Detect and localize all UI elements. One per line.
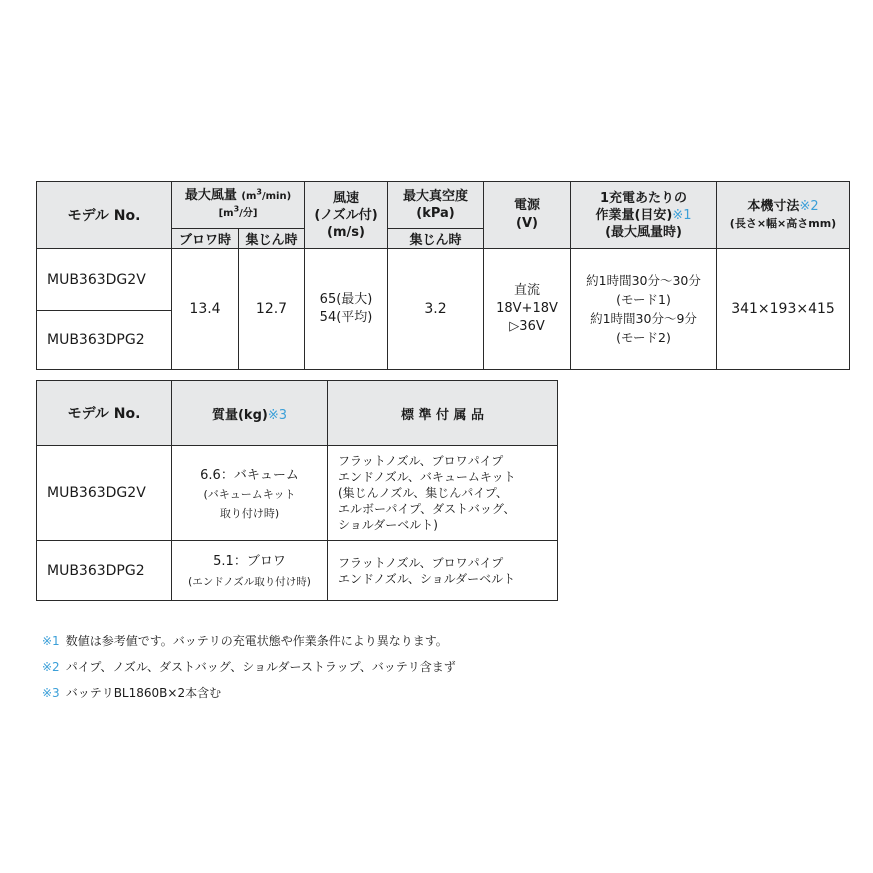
footnote-mark: ※3: [42, 686, 60, 700]
dust-volume: 12.7: [239, 249, 305, 370]
footnote-text: バッテリBL1860B×2本含む: [65, 686, 222, 700]
header-model: モデル No.: [37, 381, 172, 446]
power-value: 直流 18V+18V ▷36V: [484, 249, 571, 370]
header-mass: 質量(kg)※3: [172, 381, 328, 446]
header-dimensions: 本機寸法※2 (長さ×幅×高さmm): [717, 182, 850, 249]
accessories-list: フラットノズル、ブロワパイプ エンドノズル、バキュームキット (集じんノズル、集じんパイプ、 エルボーパイプ、ダストバッグ、 ショルダーベルト): [328, 446, 558, 541]
model-cell: MUB363DPG2: [37, 541, 172, 601]
note-ref-1: ※1: [672, 207, 692, 223]
header-model: モデル No.: [37, 182, 172, 249]
header-max-air-volume: 最大風量 $(m^3/\min)$ [$m^3/$分]: [172, 182, 305, 229]
footnote-3: [42, 680, 456, 706]
spec-table: [36, 181, 850, 370]
footnote-text: パイプ、ノズル、ダストバッグ、ショルダーストラップ、バッテリ含まず: [65, 660, 456, 674]
mass-value: 5.1：ブロワ (エンドノズル取り付け時): [172, 541, 328, 601]
accessory-table: [36, 380, 558, 601]
model-cell: MUB363DG2V: [37, 249, 172, 311]
table-row: [37, 541, 558, 601]
header-workload: 1充電あたりの 作業量(目安)※1 (最大風量時): [571, 182, 717, 249]
footnotes: [42, 628, 456, 706]
footnote-mark: ※1: [42, 634, 60, 648]
note-ref-3: ※3: [267, 407, 287, 423]
max-vacuum-value: 3.2: [388, 249, 484, 370]
mass-value: 6.6：バキューム (バキュームキット 取り付け時): [172, 446, 328, 541]
header-wind-speed: 風速 (ノズル付) (m/s): [305, 182, 388, 249]
table-row: [37, 249, 850, 311]
wind-speed-values: 65(最大) 54(平均): [305, 249, 388, 370]
note-ref-2: ※2: [799, 199, 819, 214]
header-vacuum-mode: 集じん時: [388, 229, 484, 249]
model-cell: MUB363DPG2: [37, 311, 172, 370]
model-cell: MUB363DG2V: [37, 446, 172, 541]
header-accessories: 標 準 付 属 品: [328, 381, 558, 446]
air-volume-unit-alt: [$m^3/$分]: [218, 204, 258, 219]
accessories-list: フラットノズル、ブロワパイプ エンドノズル、ショルダーベルト: [328, 541, 558, 601]
header-power: 電源 (V): [484, 182, 571, 249]
footnote-text: 数値は参考値です。バッテリの充電状態や作業条件により異なります。: [65, 634, 448, 648]
header-dust-mode: 集じん時: [239, 229, 305, 249]
footnote-mark: ※2: [42, 660, 60, 674]
blower-volume: 13.4: [172, 249, 239, 370]
header-blower-mode: ブロワ時: [172, 229, 239, 249]
footnote-1: [42, 628, 456, 654]
dimensions-value: 341×193×415: [717, 249, 850, 370]
workload-value: 約1時間30分～30分 (モード1) 約1時間30分～9分 (モード2): [571, 249, 717, 370]
footnote-2: [42, 654, 456, 680]
header-max-vacuum: 最大真空度 (kPa): [388, 182, 484, 229]
air-volume-unit: $(m^3/\min)$: [241, 187, 292, 202]
table-row: [37, 446, 558, 541]
